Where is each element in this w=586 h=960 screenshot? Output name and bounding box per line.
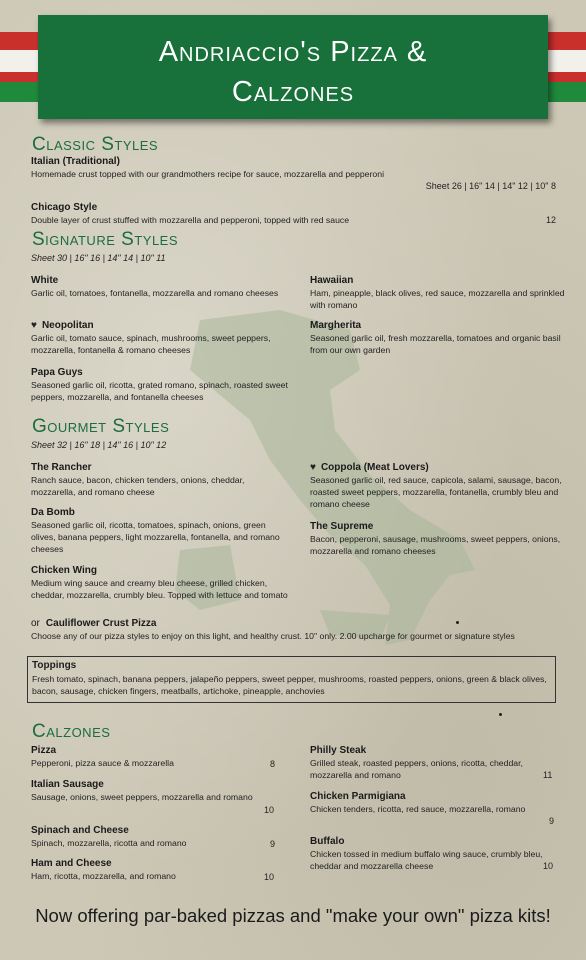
footer-announcement: Now offering par-baked pizzas and "make your own" pizza kits! [35,905,551,926]
menu-item-hawaiian: Hawaiian Ham, pineapple, black olives, red sauce, mozzarella and sprinkled with romano [310,275,565,310]
calzone-buffalo-price: 10 [543,861,554,871]
toppings-box: Toppings Fresh tomato, spinach, banana peppers, jalapeño peppers, sweet pepper, mushrooms, roasted peppers, onions, green & black olives, bacon, sausage, chicken fingers, meatballs, artichoke, pineapple, anchovies [27,656,556,703]
speck [499,713,502,716]
calzone-ham-cheese: Ham and Cheese Ham, ricotta, mozzarella, and romano [31,858,176,881]
calzone-philly-steak: Philly Steak Grilled steak, roasted peppers, onions, ricotta, cheddar, mozzarella and romano [310,745,523,780]
calzone-ham-price: 10 [264,872,275,882]
signature-styles-heading: Signature Styles [32,229,179,250]
title-banner [38,15,548,119]
menu-item-margherita: Margherita Seasoned garlic oil, fresh mozzarella, tomatoes and organic basil from our own garden [310,320,561,355]
signature-sizes: Sheet 30 | 16" 16 | 14" 14 | 10" 11 [31,253,166,263]
menu-item-rancher: The Rancher Ranch sauce, bacon, chicken tenders, onions, cheddar, mozzarella, and romano cheese [31,462,245,497]
classic-styles-heading: Classic Styles [32,134,159,155]
title-line-1: Andriaccio's Pizza & [158,36,428,68]
calzone-italian-sausage: Italian Sausage Sausage, onions, sweet peppers, mozzarella and romano [31,779,253,802]
calzone-philly-price: 11 [543,770,553,780]
calzone-chicken-parmigiana: Chicken Parmigiana Chicken tenders, ricotta, red sauce, mozzarella, romano [310,791,526,814]
calzone-spinach-price: 9 [270,839,276,849]
menu-item-italian: Italian (Traditional) Homemade crust topped with our grandmothers recipe for sauce, mozzarella and pepperoni [31,156,384,179]
menu-item-chicken-wing: Chicken Wing Medium wing sauce and creamy bleu cheese, grilled chicken, cheddar, mozzarella, crumbly bleu. Topped with lettuce and tomato [31,565,288,600]
gourmet-sizes: Sheet 32 | 16" 18 | 14" 16 | 10" 12 [31,440,167,450]
menu-item-papa-guys: Papa Guys Seasoned garlic oil, ricotta, grated romano, spinach, roasted sweet peppers, mozzarella, and fontanella cheeses [31,367,288,402]
calzone-italian-sausage-price: 10 [264,805,275,815]
menu-item-da-bomb: Da Bomb Seasoned garlic oil, ricotta, tomatoes, spinach, onions, green olives, banana peppers, light mozzarella, fontanella, and romano cheeses [31,507,280,554]
calzone-spinach-cheese: Spinach and Cheese Spinach, mozzarella, ricotta and romano [31,825,187,848]
calzones-heading: Calzones [32,721,111,742]
speck [456,621,459,624]
heart-icon: ♥ [31,320,37,331]
menu-item-chicago: Chicago Style Double layer of crust stuffed with mozzarella and pepperoni, topped with red sauce [31,202,350,225]
calzone-parm-price: 9 [549,816,555,826]
menu-item-white: White Garlic oil, tomatoes, fontanella, mozzarella and romano cheeses [31,275,279,298]
title-line-2: Calzones [231,76,355,108]
chicago-price: 12 [545,215,556,225]
heart-icon: ♥ [310,462,316,473]
calzone-pizza: Pizza Pepperoni, pizza sauce & mozzarella [31,745,174,768]
gourmet-styles-heading: Gourmet Styles [32,416,170,437]
menu-item-coppola: ♥ Coppola (Meat Lovers) Seasoned garlic oil, red sauce, capicola, salami, sausage, bacon, roasted sweet peppers, mozzarella, fontanella, crumbly bleu and romano cheese [310,462,562,509]
calzone-buffalo: Buffalo Chicken tossed in medium buffalo wing sauce, crumbly bleu, cheddar and mozzarella cheese [310,836,543,871]
calzone-pizza-price: 8 [270,759,276,769]
menu-item-supreme: The Supreme Bacon, pepperoni, sausage, mushrooms, sweet peppers, onions, mozzarella and romano cheeses [310,521,561,556]
italian-sizes: Sheet 26 | 16" 14 | 14" 12 | 10" 8 [425,181,556,191]
menu-item-cauliflower: or Cauliflower Crust Pizza Choose any of our pizza styles to enjoy on this light, and healthy crust. 10" only. 2.00 upcharge for gourmet or signature styles [31,618,515,641]
menu-item-neopolitan: ♥ Neopolitan Garlic oil, tomato sauce, spinach, mushrooms, sweet peppers, mozzarella, fontanella & romano cheeses [31,320,271,355]
